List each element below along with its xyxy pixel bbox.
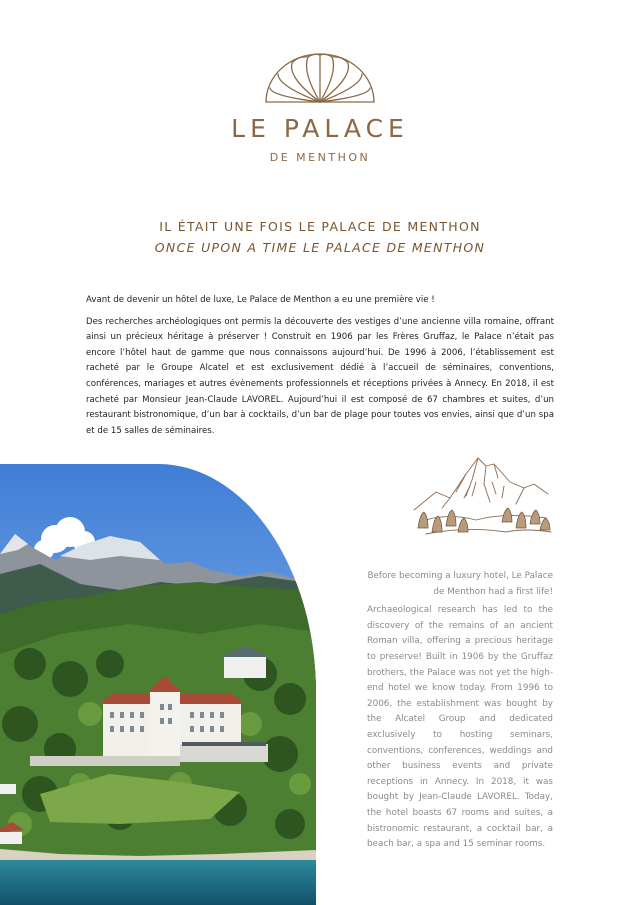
brand-name: LE PALACE (231, 114, 409, 143)
shell-fan-icon (262, 52, 378, 104)
english-text-block (367, 569, 553, 853)
heading-french: IL ÉTAIT UNE FOIS LE PALACE DE MENTHON (159, 219, 481, 234)
hotel-photo (0, 464, 316, 905)
mountain-sketch-icon (406, 452, 556, 544)
french-text-block (86, 293, 554, 445)
brand-subtitle: DE MENTHON (269, 151, 371, 164)
french-intro: Avant de devenir un hôtel de luxe, Le Palace de Menthon a eu une première vie ! (86, 295, 435, 305)
heading-english: ONCE UPON A TIME LE PALACE DE MENTHON (154, 240, 486, 255)
page-heading (0, 219, 640, 255)
english-intro: Before becoming a luxury hotel, Le Palace de Menthon had a first life! (367, 571, 553, 597)
brand-logo (0, 52, 640, 164)
french-body: Des recherches archéologiques ont permis la découverte des vestiges d’une ancienne villa romaine, offrant ainsi un précieux héritage à préserver ! Construit en 1906 par les Frères Gruffaz, le Palace n’était pas encore l’hôtel haut de gamme que nous connaissons aujourd’hui. De 1996 à 2006, l’établissement est racheté par le Groupe Alcatel et est exclusivement dédié à l’accueil de séminaires, conventions, conférences, mariages et autres évènements professionnels et réceptions privées à Annecy. En 2018, il est racheté par Monsieur Jean-Claude LAVOREL. Aujourd’hui il est composé de 67 chambres et suites, d’un restaurant bistronomique, d’un bar à cocktails, d’un bar de plage pour toutes vos envies, ainsi que d’un spa et de 15 salles de séminaires. (86, 316, 554, 436)
english-body: Archaeological research has led to the discovery of the remains of an ancient Roman villa, offering a precious heritage to preserve! Built in 1906 by the Gruffaz brothers, the Palace was not yet the high-end hotel we know today. From 1996 to 2006, the establishment was bought by the Alcatel Group and dedicated exclusively to hosting seminars, conventions, conferences, weddings and other business events and private receptions in Annecy. In 2018, it was bought by Jean-Claude LAVOREL. Today, the hotel boasts 67 rooms and suites, a bistronomic restaurant, a cocktail bar, a beach bar, a spa and 15 seminar rooms. (367, 605, 553, 850)
